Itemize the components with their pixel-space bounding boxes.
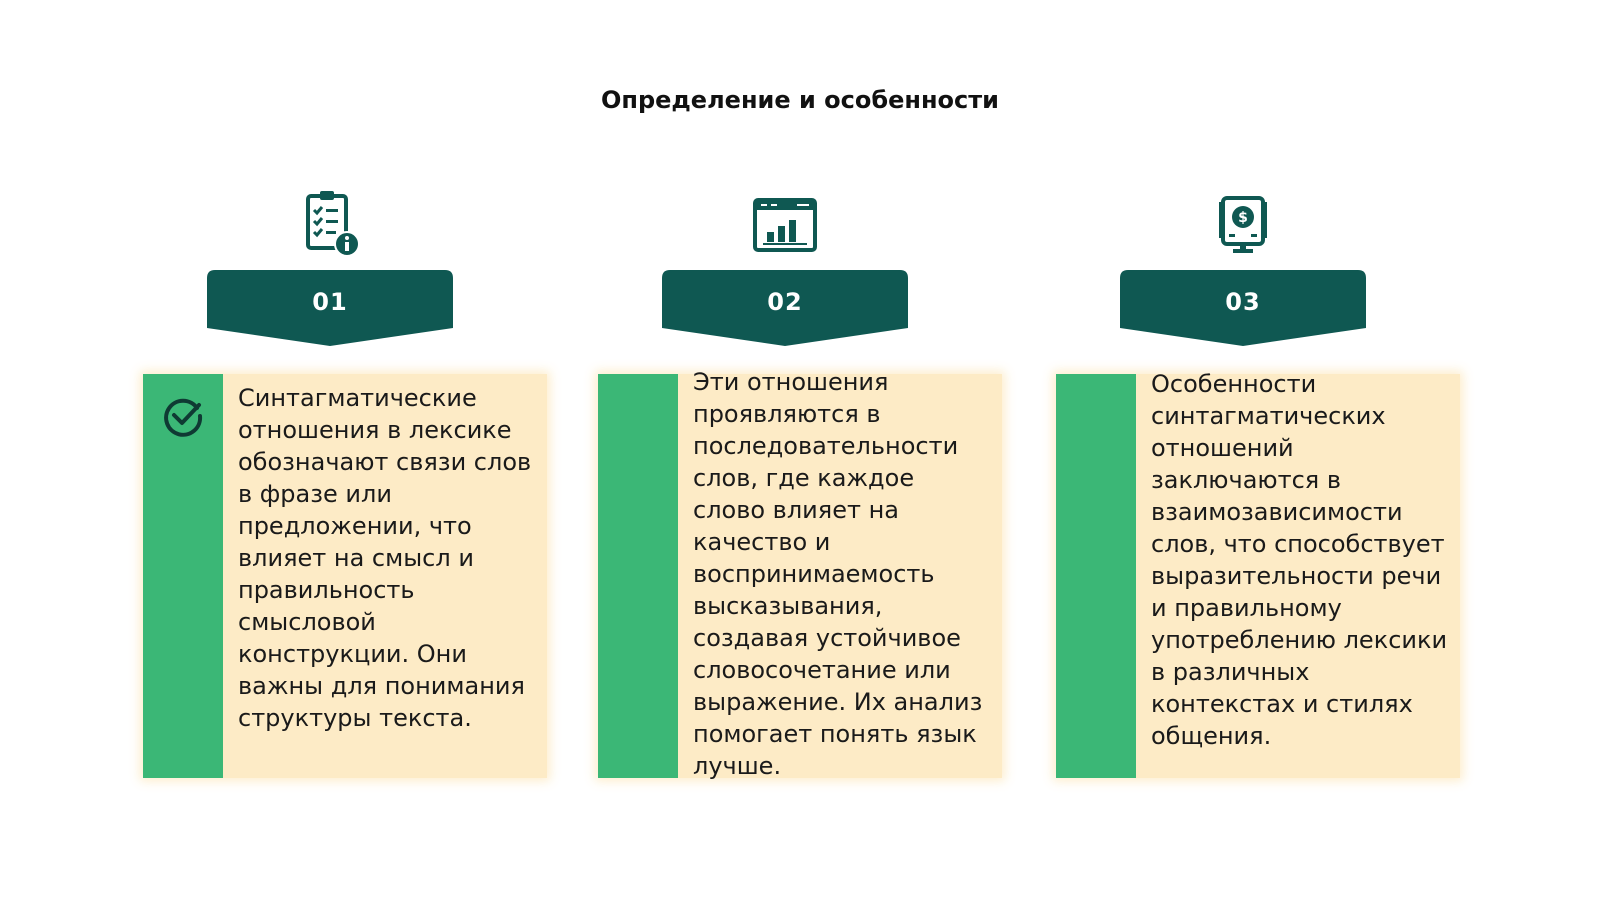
feature-column-1 bbox=[120, 180, 540, 800]
step-badge-1 bbox=[207, 270, 453, 348]
svg-text:$: $ bbox=[1238, 210, 1248, 226]
dollar-monitor-icon bbox=[1207, 188, 1279, 260]
info-card-1 bbox=[143, 374, 547, 778]
card-description-2: Эти отношения проявляются в последовательности слов, где каждое слово влияет на качество и воспринимаемость высказывания, создавая устойчивое словосочетание или выражение. Их анализ помогает понять язык лучше. bbox=[693, 368, 983, 780]
card-accent-bar bbox=[1056, 374, 1136, 778]
check-circle-icon bbox=[161, 394, 205, 438]
step-number-3: 03 bbox=[1225, 288, 1261, 316]
info-card-2 bbox=[598, 368, 1002, 780]
step-badge-2 bbox=[662, 270, 908, 348]
step-number-2: 02 bbox=[767, 288, 803, 316]
info-card-3 bbox=[1056, 370, 1460, 778]
card-accent-bar bbox=[598, 374, 678, 778]
card-description-3: Особенности синтагматических отношений заключаются в взаимозависимости слов, что способствует выразительности речи и правильному употреблению лексики в различных контекстах и стилях общения. bbox=[1151, 370, 1448, 750]
page-title: Определение и особенности bbox=[600, 86, 999, 114]
card-description-1: Синтагматические отношения в лексике обозначают связи слов в фразе или предложении, что влияет на смысл и правильность смысловой конструкции. Они важны для понимания структуры текста. bbox=[238, 384, 532, 732]
clipboard-checklist-info-icon bbox=[294, 188, 366, 260]
step-number-1: 01 bbox=[312, 288, 348, 316]
feature-column-3 bbox=[1033, 180, 1453, 800]
step-badge-3 bbox=[1120, 270, 1366, 348]
feature-column-2 bbox=[575, 180, 995, 800]
bar-chart-window-icon bbox=[749, 188, 821, 260]
